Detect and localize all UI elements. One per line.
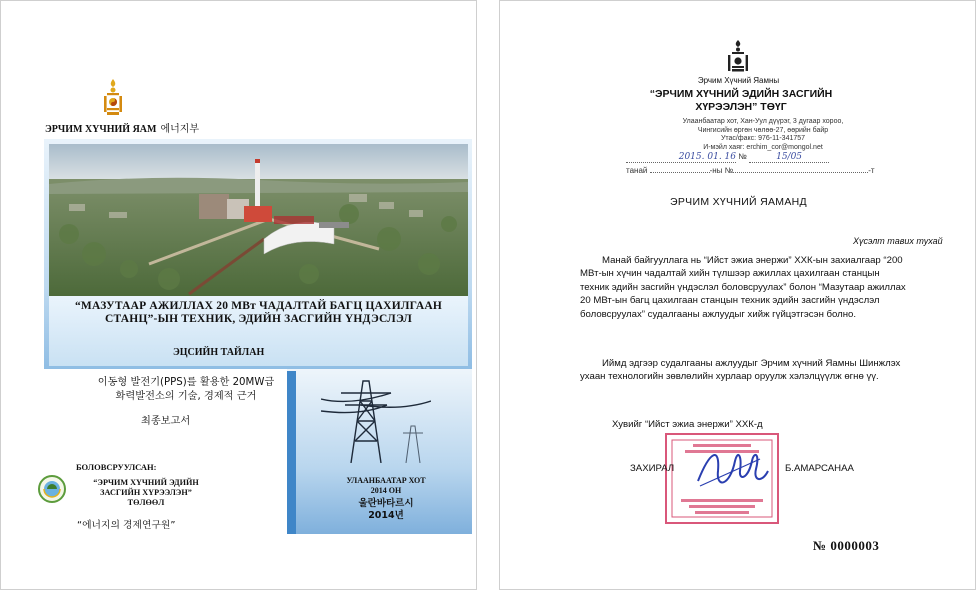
year-mn: 2014 ОН [370,486,402,495]
developer-name-line3: ТӨЛӨӨЛ [127,498,165,507]
reference-suffix: -т [868,166,875,175]
year-kr: 2014년 [368,510,404,521]
addressee: ЭРЧИМ ХҮЧНИЙ ЯАМАНД [670,196,807,208]
report-title-kr [71,376,301,404]
signatory-title: ЗАХИРАЛ [630,463,675,474]
reference-line [626,166,875,175]
report-cover-page [0,0,477,590]
phone-fax: Утас/факс: 976-11-341757 [720,135,806,143]
soyombo-emblem-icon [98,77,128,117]
cover-side-strip [287,371,296,534]
reference-prefix: танай [626,166,648,175]
reference-middle: -ны № [709,166,734,175]
organization-name-line1: “ЭРЧИМ ХҮЧНИЙ ЭДИЙН ЗАСГИЙН [649,88,833,100]
letterhead-ministry: Эрчим Хүчний Яамны [697,76,780,85]
report-title-kr-line1: 이동형 발전기(PPS)를 활용한 20MW급 [97,377,275,388]
letter-subject: Хүсэлт тавих тухай [853,236,943,246]
letter-body-paragraph-2: Иймд эдгээр судалгааны ажлуудыг Эрчим хүчний Яамны Шинжлэх ухаан технологийн зөвлөлийн хурлаар оруулж хэлэлцүүлж өгнө үү. [580,358,901,383]
handwritten-signature-image [690,441,770,496]
developer-name-kr: “에너지의 경제연구원” [77,520,176,531]
transmission-tower-image [321,371,431,463]
letter-date-line [626,152,829,163]
document-serial-number: № 0000003 [813,538,880,553]
letter-number: 15/05 [776,152,803,162]
report-type-mn: ЭЦСИЙН ТАЙЛАН [173,347,265,358]
power-plant-rendering-image [49,144,468,296]
organization-name-line2: ХҮРЭЭЛЭН” ТӨҮГ [695,101,787,113]
address-line1: Улаанбаатар хот, Хан-Уул дүүрэг, 3 дугаар хороо, [682,118,844,125]
letterhead-address [668,118,858,152]
developer-label: БОЛОВСРУУЛСАН: [76,462,157,472]
ministry-heading [45,120,199,135]
developer-name-line2: ЗАСГИЙН ХҮРЭЭЛЭН” [100,488,192,497]
letter-body-paragraph-1: Манай байгууллага нь “Ийст эжиа энержи” ХХК-ын захиалгаар “200 МВт-ын хүчин чадалтай хийн түлшээр ажиллах цахилгаан станцын техник эдийн засгийн үндэслэл боловсруулах” болон “Мазутаар ажиллах 20 МВт-ын багц цахилгаан станцын техник эдийн засгийн үндэслэл боловсруулах” судалгааны ажлуудыг хийж гүйцэтгэсэн болно. [580,255,906,320]
institute-logo-icon [37,474,67,504]
report-type-kr: 최종보고서 [141,416,191,427]
address-line2: Чингисийн өргөн чөлөө-27, өөрийн байр [697,126,829,134]
report-title-mn: “МАЗУТААР АЖИЛЛАХ 20 МВт ЧАДАЛТАЙ БАГЦ ЦАХИЛГААН СТАНЦ”-ЫН ТЕХНИК, ЭДИЙН ЗАСГИЙН ҮНДЭСЛЭЛ [74,300,443,325]
letterhead-organization [622,88,860,114]
report-title-kr-line2: 화력발전소의 기술, 경제적 근거 [115,391,257,402]
copy-to-line: Хувийг “Ийст эжиа энержи” ХХК-д [612,419,763,430]
letter-number-label: № [738,152,747,161]
ministry-name-kr: 에너지부 [160,124,200,135]
developer-name-line1: “ЭРЧИМ ХҮЧНИЙ ЭДИЙН [93,478,199,487]
email-address: И-мэйл хаяг: erchim_cor@mongol.net [703,143,823,151]
city-mn: УЛААНБААТАР ХОТ [346,476,426,485]
official-letter-page [499,0,976,590]
city-year-kr [326,498,446,522]
letter-date: 2015. 01. 16 [678,152,736,162]
signatory-name: Б.АМАРСАНАА [785,463,854,474]
city-year-mn [326,476,446,496]
city-kr: 울란바타르시 [358,498,414,509]
soyombo-emblem-icon [721,39,755,73]
ministry-name-mn: ЭРЧИМ ХҮЧНИЙ ЯАМ [45,124,157,135]
developer-name [71,478,221,508]
